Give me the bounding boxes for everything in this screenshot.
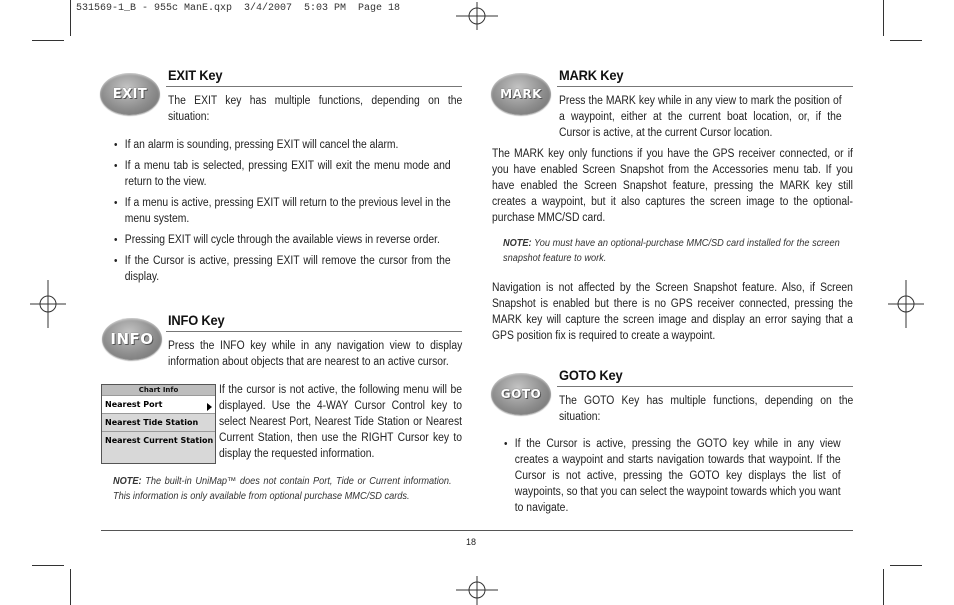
section-rule (166, 331, 462, 332)
info-key-note (113, 474, 452, 504)
list-item: • If a menu tab is selected, pressing EXIT will exit the menu mode and return to the view. (114, 158, 451, 190)
info-key-body: If the cursor is not active, the following menu will be displayed. Use the 4-WAY Cursor Control key to select Nearest Port, Nearest Tide Station or Nearest Current Station, then use the RIGHT Cursor key to display the requested information. (219, 384, 462, 460)
mark-key-body-2: Navigation is not affected by the Screen Snapshot feature. Also, if Screen Snapshot is enabled but there is no GPS receiver connected, pressing the MARK key will capture the screen image and display an error saying that a GPS position fix is required to create a waypoint. (492, 282, 853, 342)
menu-item-label: Nearest Current Station (105, 436, 214, 445)
chevron-right-icon (207, 403, 212, 411)
crop-mark (883, 0, 884, 36)
list-item: • If the Cursor is active, pressing EXIT will remove the cursor from the display. (114, 253, 451, 285)
registration-mark-icon (888, 280, 924, 328)
list-item: • If an alarm is sounding, pressing EXIT will cancel the alarm. (114, 137, 451, 153)
info-key-icon: INFO (102, 318, 162, 360)
list-item: • If the Cursor is active, pressing the GOTO key while in any view creates a waypoint and starts navigation towards that waypoint. If the Cursor is not active, pressing the GOTO key displays the list of waypoints, so that you can select the waypoint towards which you want to navigate. (504, 436, 841, 516)
crop-mark (70, 569, 71, 605)
menu-item-nearest-current-station[interactable] (102, 431, 215, 449)
exit-key-icon: EXIT (100, 73, 160, 115)
list-item: • If a menu is active, pressing EXIT will return to the previous level in the menu system. (114, 195, 451, 227)
list-item: • Pressing EXIT will cycle through the available views in reverse order. (114, 232, 451, 248)
section-rule (557, 386, 853, 387)
mark-key-body-1: The MARK key only functions if you have the GPS receiver connected, or if you have enabled Screen Snapshot from the Accessories menu tab. If you have enabled the Screen Snapshot feature, pressing the MARK key still creates a waypoint, but it also captures the screen image to the optional-purchase MMC/SD card. (492, 148, 853, 224)
print-slug: 531569-1_B - 955c ManE.qxp 3/4/2007 5:03 PM Page 18 (76, 3, 401, 14)
note-label: NOTE: (503, 238, 532, 249)
goto-key-heading: GOTO Key (559, 367, 623, 383)
page-number: 18 (466, 537, 477, 547)
info-key-intro: Press the INFO key while in any navigation view to display information about objects that are nearest to an active cursor. (168, 340, 463, 368)
crop-mark (883, 569, 884, 605)
section-rule (557, 86, 853, 87)
crop-mark (32, 565, 64, 566)
menu-item-nearest-port[interactable] (102, 395, 215, 413)
exit-key-intro: The EXIT key has multiple functions, depending on the situation: (168, 95, 463, 123)
goto-key-intro: The GOTO Key has multiple functions, depending on the situation: (559, 395, 854, 423)
note-label: NOTE: (113, 476, 142, 487)
section-rule (166, 86, 462, 87)
footer-rule (101, 530, 853, 531)
crop-mark (70, 0, 71, 36)
mark-key-icon: MARK (491, 73, 551, 115)
menu-item-label: Nearest Tide Station (105, 418, 199, 427)
mark-key-heading: MARK Key (559, 67, 624, 83)
note-text: The built-in UniMap™ does not contain Port, Tide or Current information. This information is only available from optional purchase MMC/SD cards. (113, 476, 452, 502)
crop-mark (890, 565, 922, 566)
exit-key-bullets (114, 137, 451, 290)
mark-key-note (503, 236, 840, 266)
menu-item-nearest-tide-station[interactable] (102, 413, 215, 431)
crop-mark (32, 40, 64, 41)
exit-key-heading: EXIT Key (168, 67, 223, 83)
mark-key-intro: Press the MARK key while in any view to mark the position of a waypoint, either at the current boat location, or, if the Cursor is active, at the current Cursor location. (559, 95, 842, 139)
goto-key-bullets (504, 436, 841, 521)
menu-item-label: Nearest Port (105, 400, 163, 409)
note-text: You must have an optional-purchase MMC/SD card installed for the screen snapshot feature to work. (503, 238, 840, 264)
crop-mark (890, 40, 922, 41)
chart-info-menu-title: Chart Info (102, 385, 215, 395)
registration-mark-icon (30, 280, 66, 328)
goto-key-icon: GOTO (491, 373, 551, 415)
chart-info-menu (101, 384, 216, 464)
info-key-heading: INFO Key (168, 312, 225, 328)
registration-mark-icon (456, 576, 498, 605)
registration-mark-icon (456, 2, 498, 30)
